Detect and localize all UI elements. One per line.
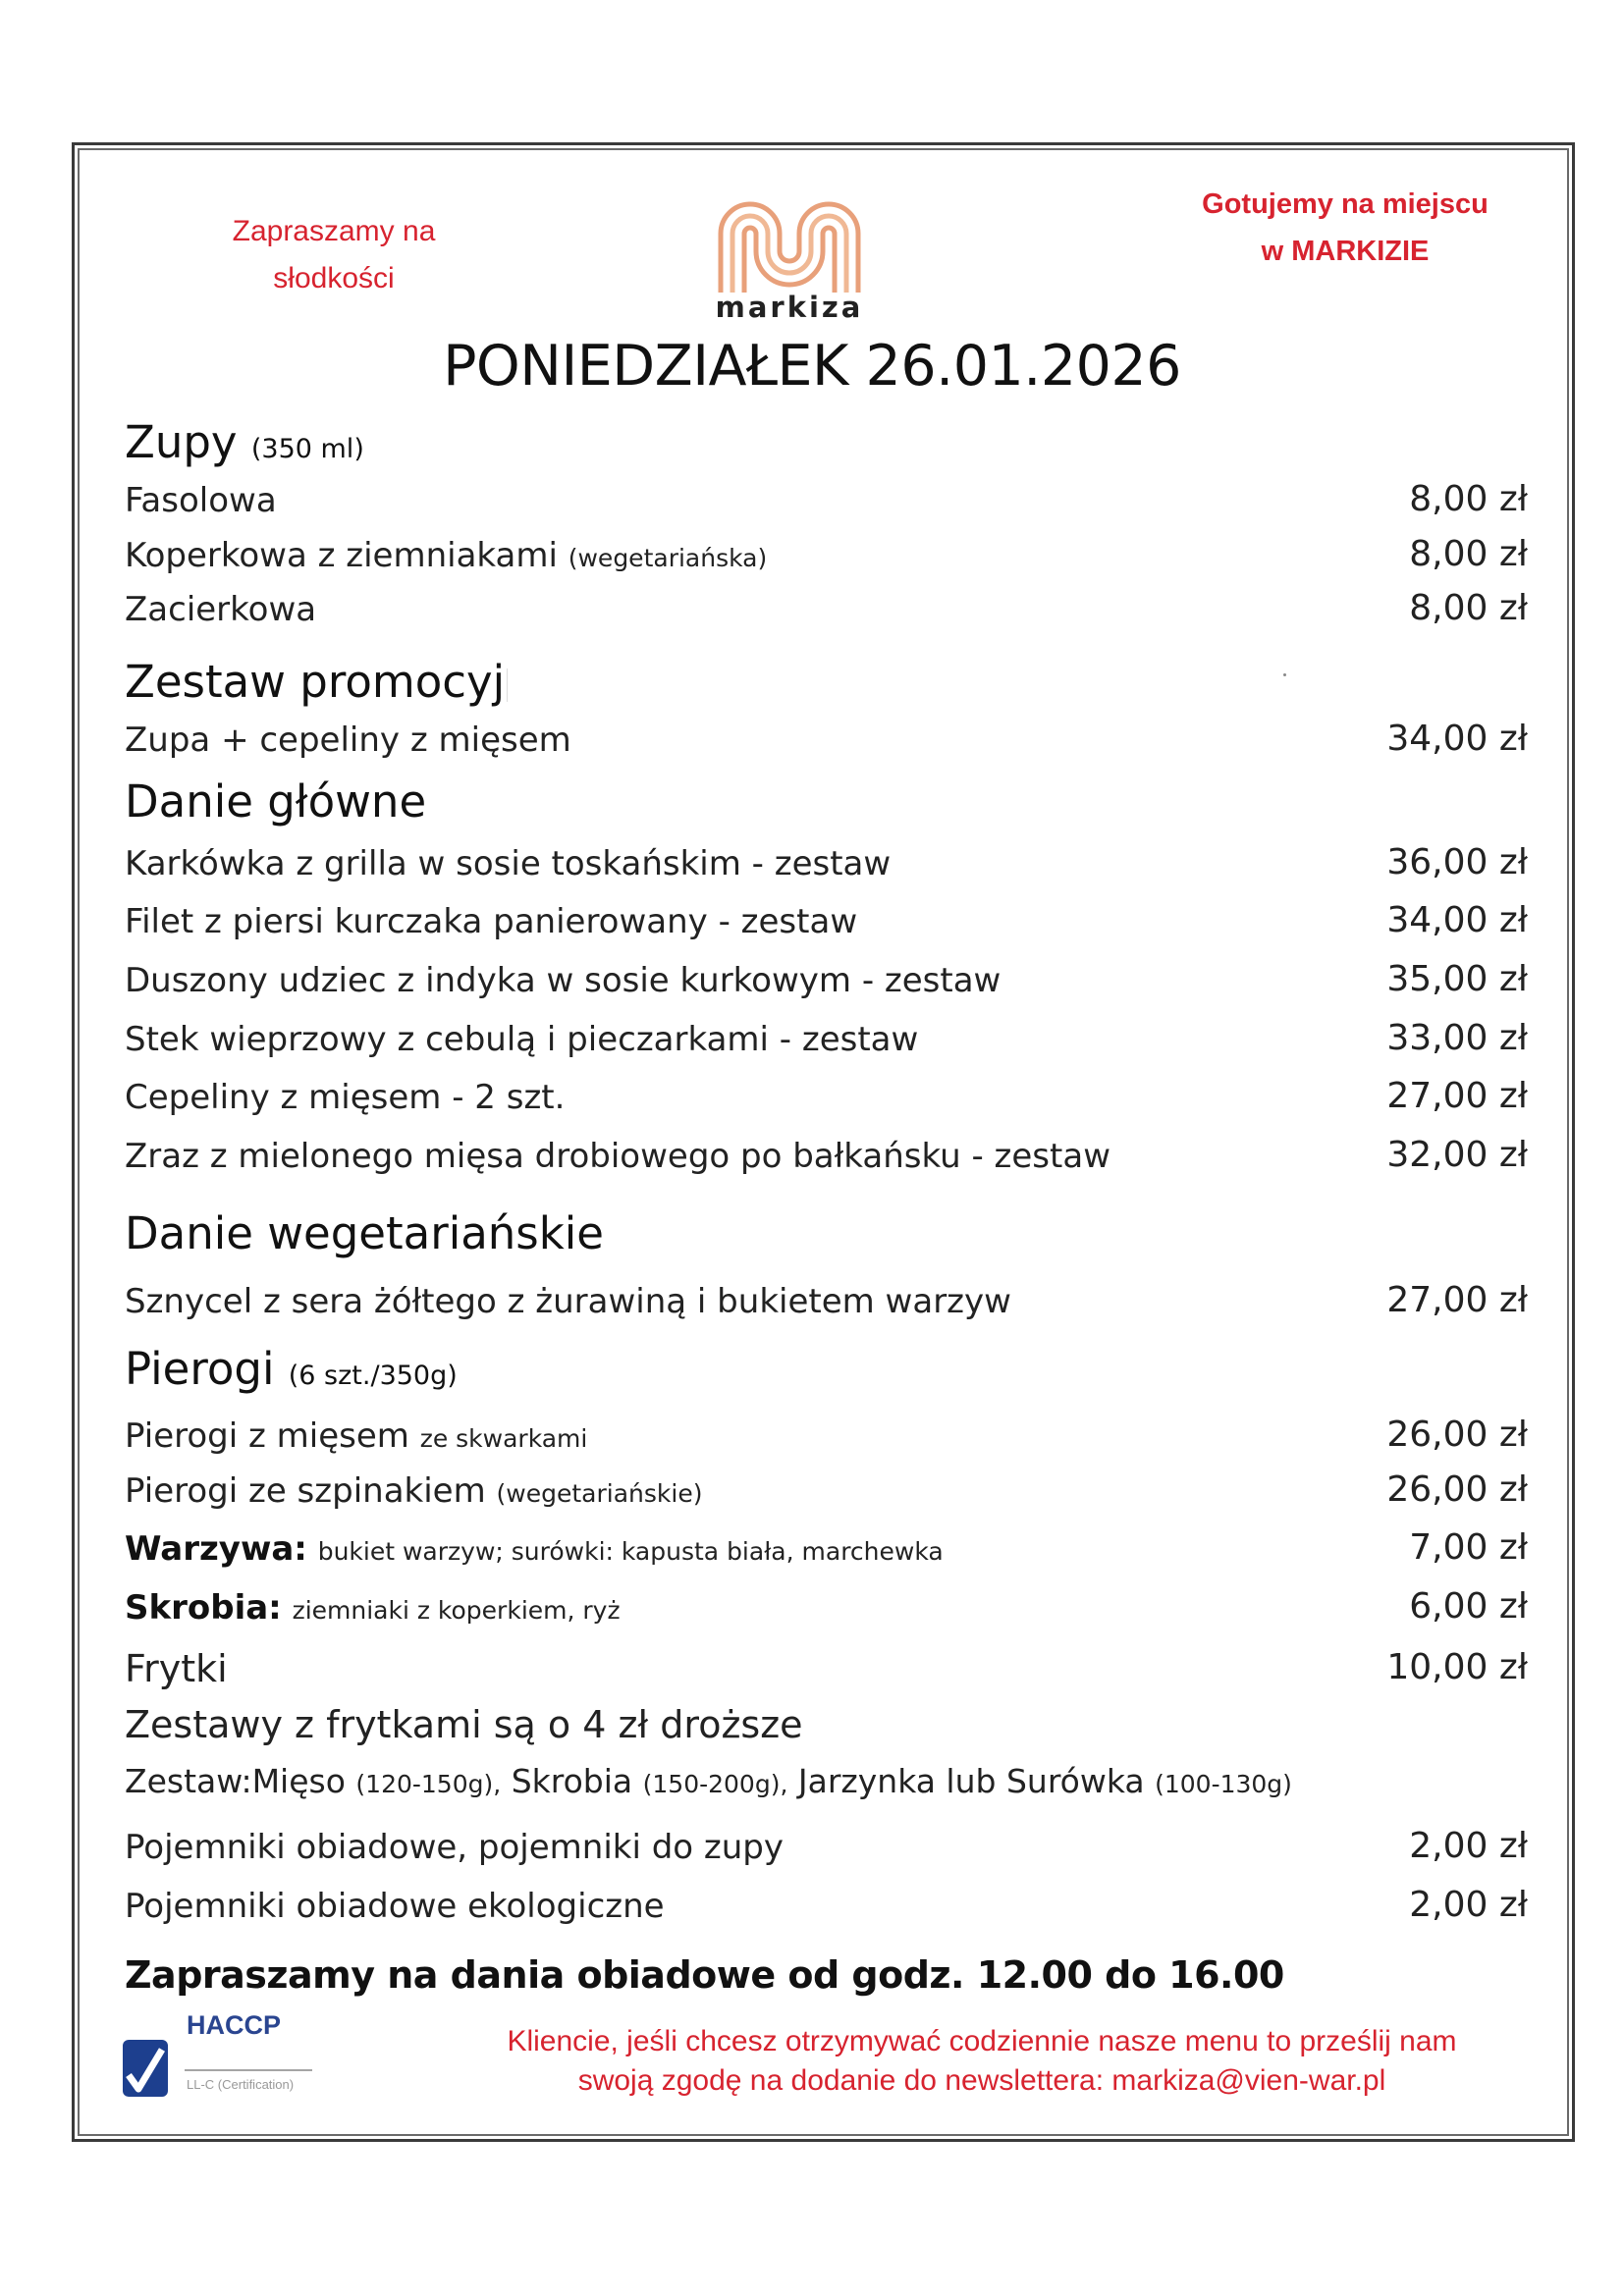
item-name: Zupa + cepeliny z mięsem: [125, 721, 571, 760]
set-veg-weight: (100-130g): [1155, 1770, 1292, 1798]
section-note: (350 ml): [250, 434, 364, 464]
side-label: Warzywa:: [125, 1529, 307, 1569]
stray-mark: [1283, 673, 1286, 676]
item-price: 36,00 zł: [1386, 842, 1528, 882]
text-clip-mark: [507, 668, 508, 702]
item-price: 2,00 zł: [1409, 1826, 1528, 1866]
menu-item: [125, 536, 767, 575]
side-label: Skrobia:: [125, 1588, 282, 1628]
item-price: 10,00 zł: [1386, 1647, 1528, 1687]
item-price: 34,00 zł: [1386, 719, 1528, 759]
side-note: ziemniaki z koperkiem, ryż: [292, 1596, 621, 1625]
section-title-text: Pierogi: [125, 1343, 275, 1395]
section-title-pierogi: [125, 1343, 458, 1395]
item-price: 26,00 zł: [1386, 1415, 1528, 1455]
menu-item: [125, 1416, 587, 1456]
item-price: 8,00 zł: [1409, 534, 1528, 574]
menu-item: Cepeliny z mięsem - 2 szt.: [125, 1078, 566, 1117]
item-note: (wegetariańska): [568, 544, 768, 572]
side-item-starch: [125, 1588, 621, 1628]
cooking-onsite-line2: w MARKIZIE: [1261, 236, 1430, 267]
item-name: Fasolowa: [125, 481, 277, 520]
sweets-invitation-line2: słodkości: [273, 262, 395, 294]
logo-wordmark: markiza: [715, 291, 864, 324]
menu-item: Duszony udziec z indyka w sosie kurkowym - zestaw: [125, 961, 1001, 1000]
section-title-soups: [125, 416, 364, 468]
newsletter-line2: swoją zgodę na dodanie do newslettera: markiza@vien-war.pl: [577, 2064, 1386, 2097]
item-note: (wegetariańskie): [496, 1479, 703, 1508]
item-name: Zacierkowa: [125, 590, 317, 629]
lunch-hours-cta: Zapraszamy na dania obiadowe od godz. 12.00 do 16.00: [125, 1953, 1284, 1997]
markiza-logo-icon: [715, 187, 864, 294]
set-veg: Jarzynka lub Surówka: [797, 1762, 1145, 1800]
haccp-divider: [185, 2069, 312, 2071]
menu-item: Sznycel z sera żółtego z żurawiną i bukietem warzyw: [125, 1282, 1011, 1321]
item-price: 34,00 zł: [1386, 900, 1528, 940]
cooking-onsite-line1: Gotujemy na miejscu: [1202, 188, 1489, 220]
section-note: (6 szt./350g): [288, 1361, 458, 1391]
item-price: 8,00 zł: [1409, 588, 1528, 628]
set-starch-weight: (150-200g),: [642, 1770, 788, 1798]
item-price: 6,00 zł: [1409, 1586, 1528, 1627]
item-name: Pierogi ze szpinakiem: [125, 1471, 486, 1511]
item-price: 35,00 zł: [1386, 959, 1528, 999]
menu-item: [125, 590, 316, 629]
item-price: 2,00 zł: [1409, 1885, 1528, 1925]
section-title-promo-set: [125, 656, 508, 708]
menu-item: Karkówka z grilla w sosie toskańskim - zestaw: [125, 844, 892, 883]
container-item: Pojemniki obiadowe, pojemniki do zupy: [125, 1828, 785, 1867]
section-title-vegetarian: Danie wegetariańskie: [125, 1207, 604, 1259]
side-item-vegetables: [125, 1529, 944, 1569]
page-title: PONIEDZIAŁEK 26.01.2026: [443, 334, 1181, 399]
menu-item: Zraz z mielonego mięsa drobiowego po bałkańsku - zestaw: [125, 1137, 1110, 1176]
item-price: 32,00 zł: [1386, 1135, 1528, 1175]
menu-item: [125, 1471, 702, 1511]
set-meat-weight: (120-150g),: [355, 1770, 502, 1798]
item-price: 27,00 zł: [1386, 1076, 1528, 1116]
set-meat: Zestaw:Mięso: [125, 1762, 346, 1800]
section-title-text: Zupy: [125, 416, 238, 468]
item-note: ze skwarkami: [419, 1424, 588, 1453]
fries-surcharge-note: Zestawy z frytkami są o 4 zł droższe: [125, 1703, 803, 1746]
set-starch: Skrobia: [511, 1762, 633, 1800]
item-price: 8,00 zł: [1409, 479, 1528, 519]
section-title-main: Danie główne: [125, 775, 427, 828]
sweets-invitation-line1: Zapraszamy na: [232, 215, 436, 247]
side-note: bukiet warzyw; surówki: kapusta biała, marchewka: [317, 1537, 944, 1566]
sweets-invitation: [216, 208, 452, 302]
menu-item: [125, 481, 277, 520]
item-price: 27,00 zł: [1386, 1280, 1528, 1320]
cooking-onsite-note: [1159, 181, 1532, 275]
section-title-text: Zestaw promocyj: [125, 656, 506, 708]
menu-item: Stek wieprzowy z cebulą i pieczarkami - zestaw: [125, 1020, 919, 1059]
item-price: 26,00 zł: [1386, 1469, 1528, 1510]
menu-item: Filet z piersi kurczaka panierowany - zestaw: [125, 902, 858, 941]
item-name: Koperkowa z ziemniakami: [125, 536, 558, 575]
item-price: 7,00 zł: [1409, 1527, 1528, 1568]
item-name: Pierogi z mięsem: [125, 1416, 409, 1456]
haccp-check-icon: [123, 2040, 168, 2097]
haccp-certification: LL-C (Certification): [187, 2077, 295, 2092]
newsletter-line1: Kliencie, jeśli chcesz otrzymywać codziennie nasze menu to prześlij nam: [507, 2025, 1457, 2057]
menu-item: [125, 721, 571, 760]
set-composition-note: [125, 1762, 1292, 1800]
side-item-fries: Frytki: [125, 1647, 228, 1690]
item-price: 33,00 zł: [1386, 1018, 1528, 1058]
container-item: Pojemniki obiadowe ekologiczne: [125, 1887, 665, 1926]
newsletter-note: [412, 2022, 1551, 2101]
haccp-label: HACCP: [187, 2010, 282, 2040]
